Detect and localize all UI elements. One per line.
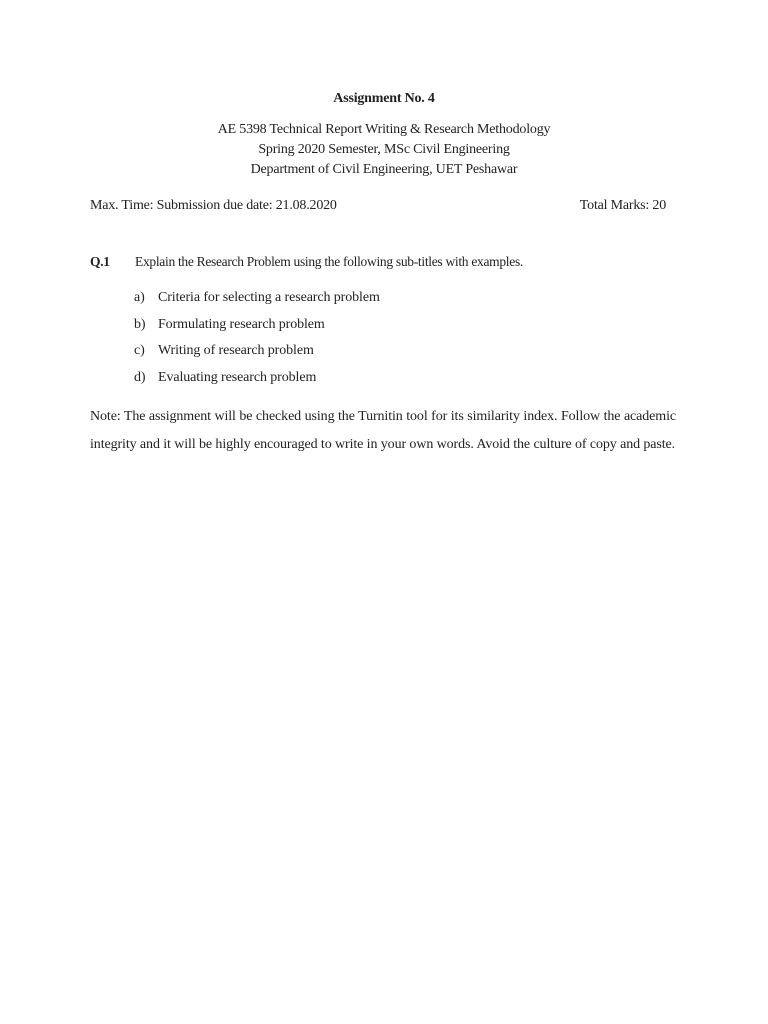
sub-item-text: Formulating research problem bbox=[158, 316, 325, 332]
sub-item-marker: d) bbox=[134, 369, 146, 385]
question-text: Explain the Research Problem using the following sub-titles with examples. bbox=[135, 254, 523, 269]
department-line: Department of Civil Engineering, UET Peshawar bbox=[250, 162, 518, 177]
sub-item-text: Evaluating research problem bbox=[158, 369, 317, 385]
semester-line: Spring 2020 Semester, MSc Civil Engineering bbox=[258, 142, 510, 157]
sub-item-marker: b) bbox=[134, 316, 146, 332]
question-number: Q.1 bbox=[90, 254, 110, 269]
assignment-title: Assignment No. 4 bbox=[333, 91, 435, 106]
total-marks: Total Marks: 20 bbox=[579, 198, 666, 213]
sub-item-text: Writing of research problem bbox=[158, 343, 314, 358]
sub-item-marker: c) bbox=[134, 343, 145, 358]
course-header bbox=[0, 120, 768, 180]
sub-item-text: Criteria for selecting a research problem bbox=[158, 290, 380, 305]
course-name: AE 5398 Technical Report Writing & Research Methodology bbox=[217, 122, 551, 137]
sub-item-marker: a) bbox=[134, 290, 145, 305]
submission-due-date: Max. Time: Submission due date: 21.08.2020 bbox=[90, 198, 337, 213]
note-paragraph: Note: The assignment will be checked using the Turnitin tool for its similarity index. Follow the academic integrity and it will be highly encouraged to write in your own words. Avoid the culture of copy and paste. bbox=[90, 409, 676, 452]
